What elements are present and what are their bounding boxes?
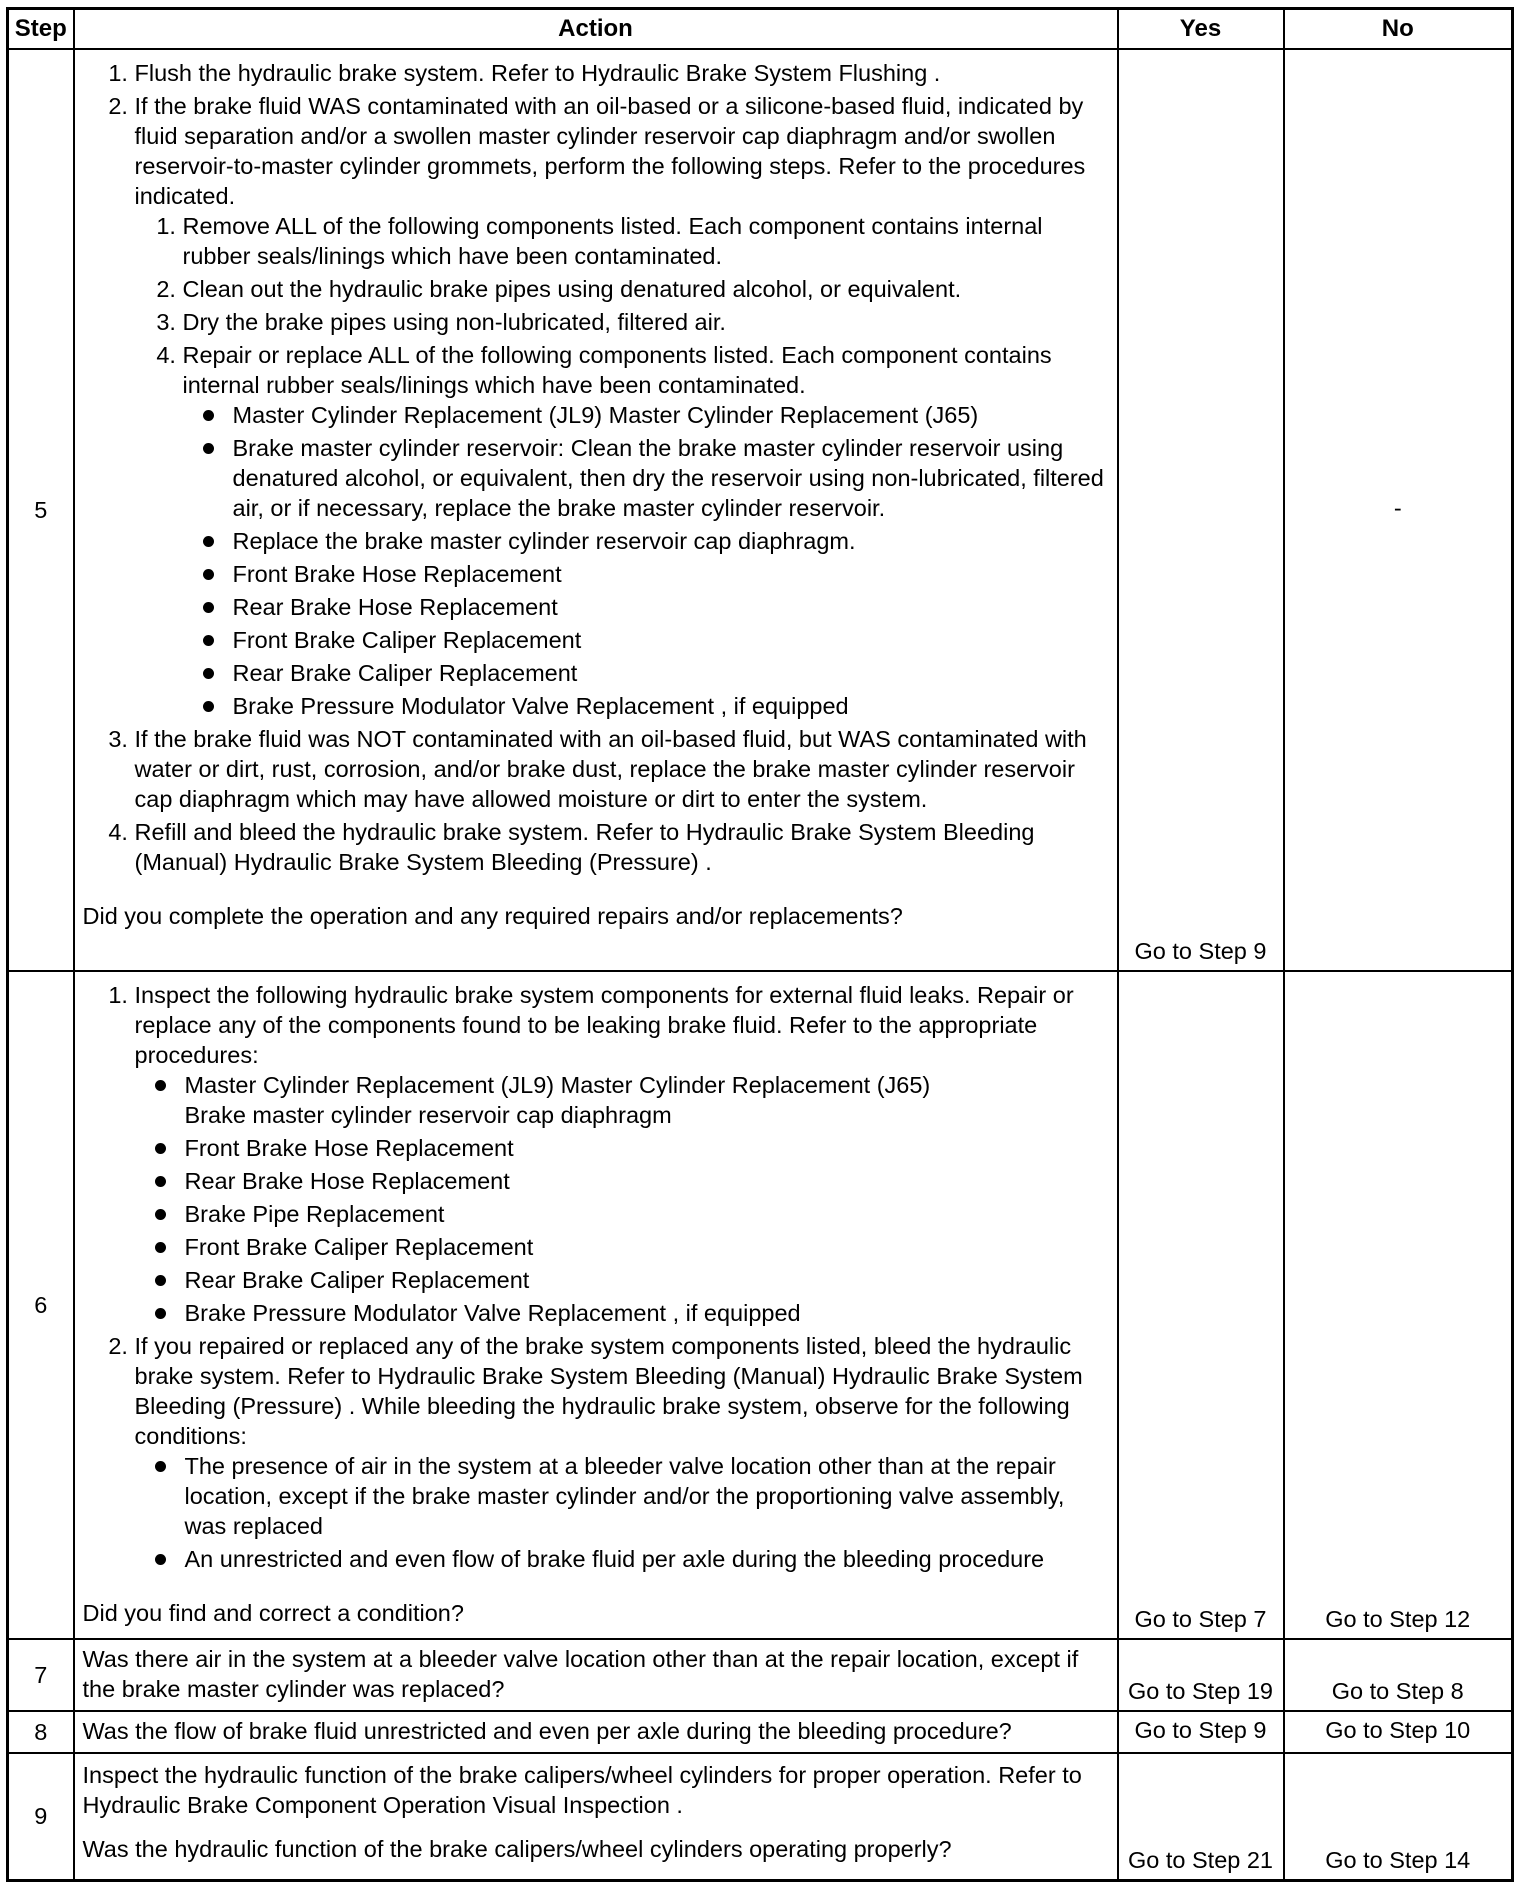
table-row-step-7 <box>8 1639 1513 1711</box>
procedure-list <box>83 980 1111 1574</box>
bullet-item: An unrestricted and even flow of brake fluid per axle during the bleeding procedure <box>185 1544 1111 1574</box>
header-no: No <box>1284 9 1513 50</box>
step-number: 7 <box>8 1639 74 1711</box>
bullet-item: Brake Pressure Modulator Valve Replacement , if equipped <box>185 1298 1111 1328</box>
condition-bullet-list <box>135 1451 1111 1574</box>
no-link[interactable]: Go to Step 10 <box>1284 1711 1513 1753</box>
step-question: Was there air in the system at a bleeder valve location other than at the repair location, except if the brake master cylinder was replaced? <box>82 1646 1079 1702</box>
header-yes: Yes <box>1118 9 1284 50</box>
list-item <box>135 980 1111 1328</box>
substep-text: Repair or replace ALL of the following components listed. Each component contains internal rubber seals/linings which have been contaminated. <box>182 342 1052 398</box>
list-item-text: Inspect the following hydraulic brake system components for external fluid leaks. Repair or replace any of the components found to be leaking brake fluid. Refer to the appropriate procedures: <box>134 982 1074 1068</box>
substep-item <box>183 340 1111 721</box>
header-step: Step <box>8 9 74 50</box>
no-link[interactable]: Go to Step 8 <box>1284 1639 1513 1711</box>
action-cell <box>74 1711 1118 1753</box>
table-row-step-9 <box>8 1753 1513 1880</box>
bullet-item <box>185 1070 1111 1130</box>
bullet-item: Brake Pipe Replacement <box>185 1199 1111 1229</box>
step-number: 9 <box>8 1753 74 1880</box>
step-question: Was the hydraulic function of the brake calipers/wheel cylinders operating properly? <box>82 1836 952 1862</box>
substep-item: 2. Clean out the hydraulic brake pipes using denatured alcohol, or equivalent. <box>183 274 1111 304</box>
bullet-item: The presence of air in the system at a bleeder valve location other than at the repair location, except if the brake master cylinder and/or the proportioning valve assembly, was replaced <box>185 1451 1111 1541</box>
action-cell <box>74 1753 1118 1880</box>
substep-list <box>135 211 1111 721</box>
action-cell <box>74 1639 1118 1711</box>
list-item <box>135 91 1111 721</box>
yes-link[interactable]: Go to Step 19 <box>1118 1639 1284 1711</box>
bullet-item: Replace the brake master cylinder reservoir cap diaphragm. <box>233 526 1111 556</box>
step-number: 8 <box>8 1711 74 1753</box>
table-row-step-8 <box>8 1711 1513 1753</box>
header-row <box>8 9 1513 50</box>
no-value: - <box>1284 49 1513 971</box>
no-link[interactable]: Go to Step 14 <box>1284 1753 1513 1880</box>
list-item <box>135 1331 1111 1574</box>
bullet-item: Brake master cylinder reservoir: Clean the brake master cylinder reservoir using denatured alcohol, or equivalent, then dry the reservoir using non-lubricated, filtered air, or if necessary, replace the brake master cylinder reservoir. <box>233 433 1111 523</box>
procedure-list <box>83 58 1111 877</box>
step-number: 6 <box>8 971 74 1639</box>
list-item-text: If you repaired or replaced any of the brake system components listed, bleed the hydraulic brake system. Refer to Hydraulic Brake System Bleeding (Manual) Hydraulic Brake System Bleeding (Pressure) . While bleeding the hydraulic brake system, observe for the following conditions: <box>134 1333 1083 1449</box>
bullet-item: Front Brake Caliper Replacement <box>233 625 1111 655</box>
step-question: Did you find and correct a condition? <box>82 1600 464 1626</box>
bullet-item: Rear Brake Hose Replacement <box>185 1166 1111 1196</box>
table-row-step-5 <box>8 49 1513 971</box>
bullet-item: Front Brake Hose Replacement <box>233 559 1111 589</box>
list-item: 3. If the brake fluid was NOT contaminated with an oil-based fluid, but WAS contaminated with water or dirt, rust, corrosion, and/or brake dust, replace the brake master cylinder reservoir cap diaphragm which may have allowed moisture or dirt to enter the system. <box>135 724 1111 814</box>
step-number: 5 <box>8 49 74 971</box>
bullet-text: Brake master cylinder reservoir cap diaphragm <box>184 1102 672 1128</box>
yes-link[interactable]: Go to Step 9 <box>1118 1711 1284 1753</box>
step-question: Was the flow of brake fluid unrestricted and even per axle during the bleeding procedure? <box>82 1718 1012 1744</box>
action-cell <box>74 971 1118 1639</box>
bullet-item: Rear Brake Caliper Replacement <box>233 658 1111 688</box>
yes-link[interactable]: Go to Step 21 <box>1118 1753 1284 1880</box>
component-bullet-list <box>183 400 1111 721</box>
bullet-item: Front Brake Caliper Replacement <box>185 1232 1111 1262</box>
bullet-item: Front Brake Hose Replacement <box>185 1133 1111 1163</box>
diagnostic-table <box>6 7 1514 1882</box>
bullet-item: Master Cylinder Replacement (JL9) Master Cylinder Replacement (J65) <box>233 400 1111 430</box>
bullet-item: Brake Pressure Modulator Valve Replacement , if equipped <box>233 691 1111 721</box>
component-bullet-list <box>135 1070 1111 1328</box>
no-link[interactable]: Go to Step 12 <box>1284 971 1513 1639</box>
bullet-item: Rear Brake Hose Replacement <box>233 592 1111 622</box>
action-cell <box>74 49 1118 971</box>
step-instruction: Inspect the hydraulic function of the brake calipers/wheel cylinders for proper operation. Refer to Hydraulic Brake Component Operation Visual Inspection . <box>82 1762 1082 1818</box>
yes-link[interactable]: Go to Step 7 <box>1118 971 1284 1639</box>
substep-item: 1. Remove ALL of the following components listed. Each component contains internal rubber seals/linings which have been contaminated. <box>183 211 1111 271</box>
list-item: 1. Flush the hydraulic brake system. Refer to Hydraulic Brake System Flushing . <box>135 58 1111 88</box>
list-item: 4. Refill and bleed the hydraulic brake system. Refer to Hydraulic Brake System Bleeding (Manual) Hydraulic Brake System Bleeding (Pressure) . <box>135 817 1111 877</box>
bullet-item: Rear Brake Caliper Replacement <box>185 1265 1111 1295</box>
substep-item: 3. Dry the brake pipes using non-lubricated, filtered air. <box>183 307 1111 337</box>
step-question: Did you complete the operation and any required repairs and/or replacements? <box>82 903 903 929</box>
yes-link[interactable]: Go to Step 9 <box>1118 49 1284 971</box>
list-item-text: If the brake fluid WAS contaminated with an oil-based or a silicone-based fluid, indicated by fluid separation and/or a swollen master cylinder reservoir cap diaphragm and/or swollen reservoir-to-master cylinder grommets, perform the following steps. Refer to the procedures indicated. <box>134 93 1086 209</box>
bullet-text: Master Cylinder Replacement (JL9) Master Cylinder Replacement (J65) <box>184 1072 931 1098</box>
header-action: Action <box>74 9 1118 50</box>
table-row-step-6 <box>8 971 1513 1639</box>
